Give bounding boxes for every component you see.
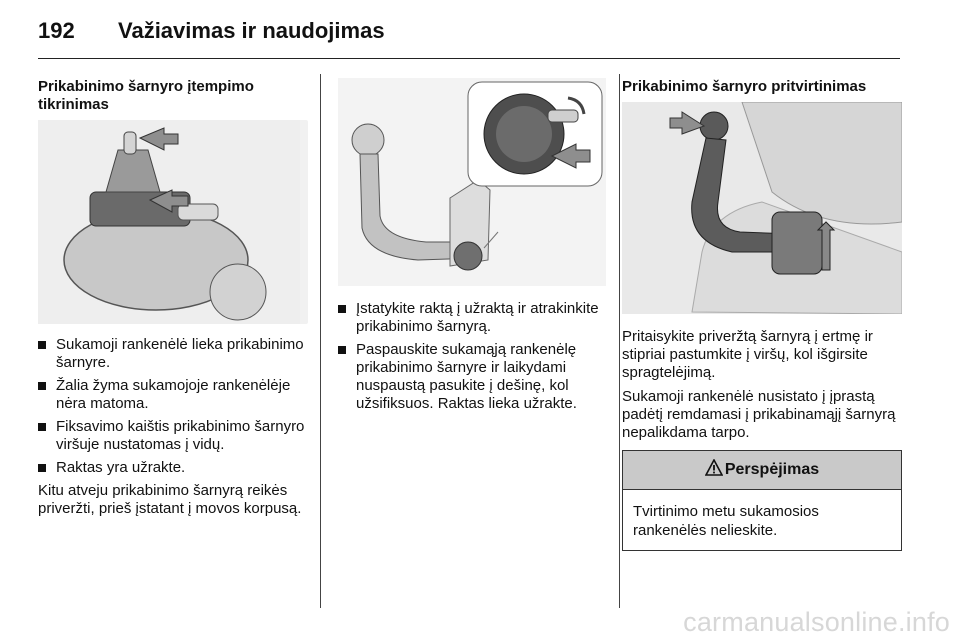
page-number: 192 <box>38 18 75 43</box>
tow-hitch-illustration <box>38 120 308 324</box>
section-heading: Prikabinimo šarnyro įtempimo tikrinimas <box>38 78 254 113</box>
tow-bar-key-illustration <box>338 78 606 286</box>
section-heading: Prikabinimo šarnyro pritvirtinimas <box>622 78 867 95</box>
paragraph: Sukamoji rankenėlė nusistato į įprastą padėtį remdamasi į prikabinamąjį šarnyrą nepalikdama tarpo. <box>622 388 896 441</box>
page-header <box>38 18 900 54</box>
watermark-text: carmanualsonline.info <box>683 607 950 637</box>
bullet-square-icon <box>38 423 46 431</box>
column-divider <box>320 74 321 608</box>
bullet-square-icon <box>338 346 346 354</box>
warning-text: Tvirtinimo metu sukamosios rankenėlės nelieskite. <box>633 503 819 539</box>
list-item: Žalia žyma sukamojoje rankenėlėje nėra matoma. <box>38 377 308 413</box>
warning-header <box>623 451 901 490</box>
list-item: Įstatykite raktą į užraktą ir atrakinkite prikabinimo šarnyrą. <box>338 300 606 336</box>
warning-triangle-icon <box>705 459 723 477</box>
list-item: Sukamoji rankenėlė lieka prikabinimo šarnyre. <box>38 336 308 372</box>
unlock-bullet-list <box>338 300 606 413</box>
tow-bar-drawing <box>338 78 606 286</box>
tow-hitch-drawing <box>38 120 300 324</box>
bullet-square-icon <box>338 305 346 313</box>
column-divider <box>619 74 620 608</box>
column-right <box>622 78 902 551</box>
chapter-title: Važiavimas ir naudojimas <box>118 18 385 43</box>
list-item: Raktas yra užrakte. <box>38 459 308 477</box>
column-left <box>38 78 308 524</box>
bullet-square-icon <box>38 382 46 390</box>
check-bullet-list <box>38 336 308 477</box>
header-rule <box>38 58 900 59</box>
bullet-square-icon <box>38 341 46 349</box>
paragraph: Pritaisykite priveržtą šarnyrą į ertmę ir stipriai pastumkite į viršų, kol išgirsite spragtelėjimą. <box>622 328 873 381</box>
list-item: Paspauskite sukamąją rankenėlę prikabinimo šarnyre ir laikydami nuspaustą pasukite į dešinę, kol užsifiksuos. Raktas lieka užrakte. <box>338 341 606 413</box>
warning-title: Perspėjimas <box>724 461 820 478</box>
paragraph: Kitu atveju prikabinimo šarnyrą reikės priveržti, prieš įstatant į movos korpusą. <box>38 482 302 517</box>
list-item: Fiksavimo kaištis prikabinimo šarnyro viršuje nustatomas į vidų. <box>38 418 308 454</box>
warning-box <box>622 450 902 551</box>
tow-bar-mounting-illustration <box>622 102 902 314</box>
mounting-drawing <box>622 102 902 314</box>
bullet-square-icon <box>38 464 46 472</box>
column-middle <box>338 78 606 418</box>
